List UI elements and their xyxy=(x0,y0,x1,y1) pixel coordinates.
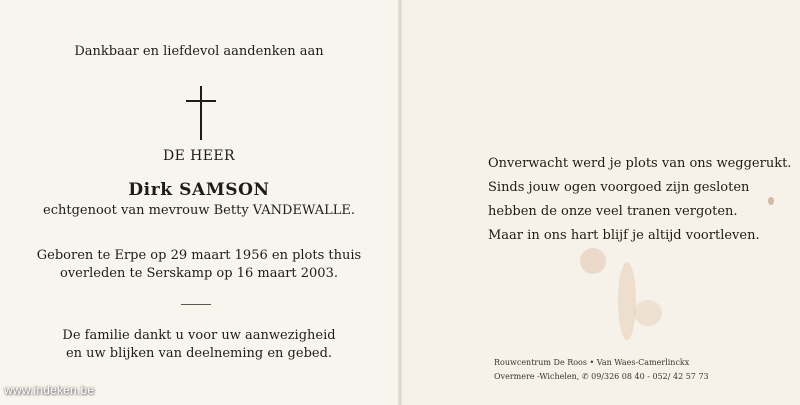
poem xyxy=(488,152,792,248)
cross-icon xyxy=(184,86,218,142)
death-line: overleden te Serskamp op 16 maart 2003. xyxy=(60,266,338,281)
left-panel xyxy=(0,0,398,405)
spouse-text: echtgenoot van mevrouw Betty VANDEWALLE. xyxy=(43,203,355,218)
poem-line: hebben de onze veel tranen vergoten. xyxy=(488,204,738,219)
funeral-home-imprint xyxy=(494,356,744,384)
stain-mark xyxy=(768,197,774,205)
watermark: www.indeken.be xyxy=(4,383,95,397)
thanks-line-1: De familie dankt u voor uw aanwezigheid xyxy=(62,328,336,343)
stain-mark xyxy=(618,262,636,340)
poem-line: Maar in ons hart blijf je altijd voortleven. xyxy=(488,228,760,243)
birth-line: Geboren te Erpe op 29 maart 1956 en plots thuis xyxy=(36,248,362,263)
intro-text: Dankbaar en liefdevol aandenken aan xyxy=(74,44,324,59)
thanks-line-2: en uw blijken van deelneming en gebed. xyxy=(65,346,333,361)
title-text: DE HEER xyxy=(163,148,235,164)
poem-line: Sinds jouw ogen voorgoed zijn gesloten xyxy=(488,180,750,195)
stain-mark xyxy=(634,300,662,326)
imprint-line-1: Rouwcentrum De Roos • Van Waes-Camerlinckx xyxy=(494,358,690,367)
stain-mark xyxy=(580,248,606,274)
poem-line: Onverwacht werd je plots van ons weggerukt. xyxy=(488,156,792,171)
deceased-name: Dirk SAMSON xyxy=(128,180,270,200)
imprint-line-2: Overmere -Wichelen, ✆ 09/326 08 40 - 052/ 42 57 73 xyxy=(494,372,709,381)
divider xyxy=(181,304,211,305)
